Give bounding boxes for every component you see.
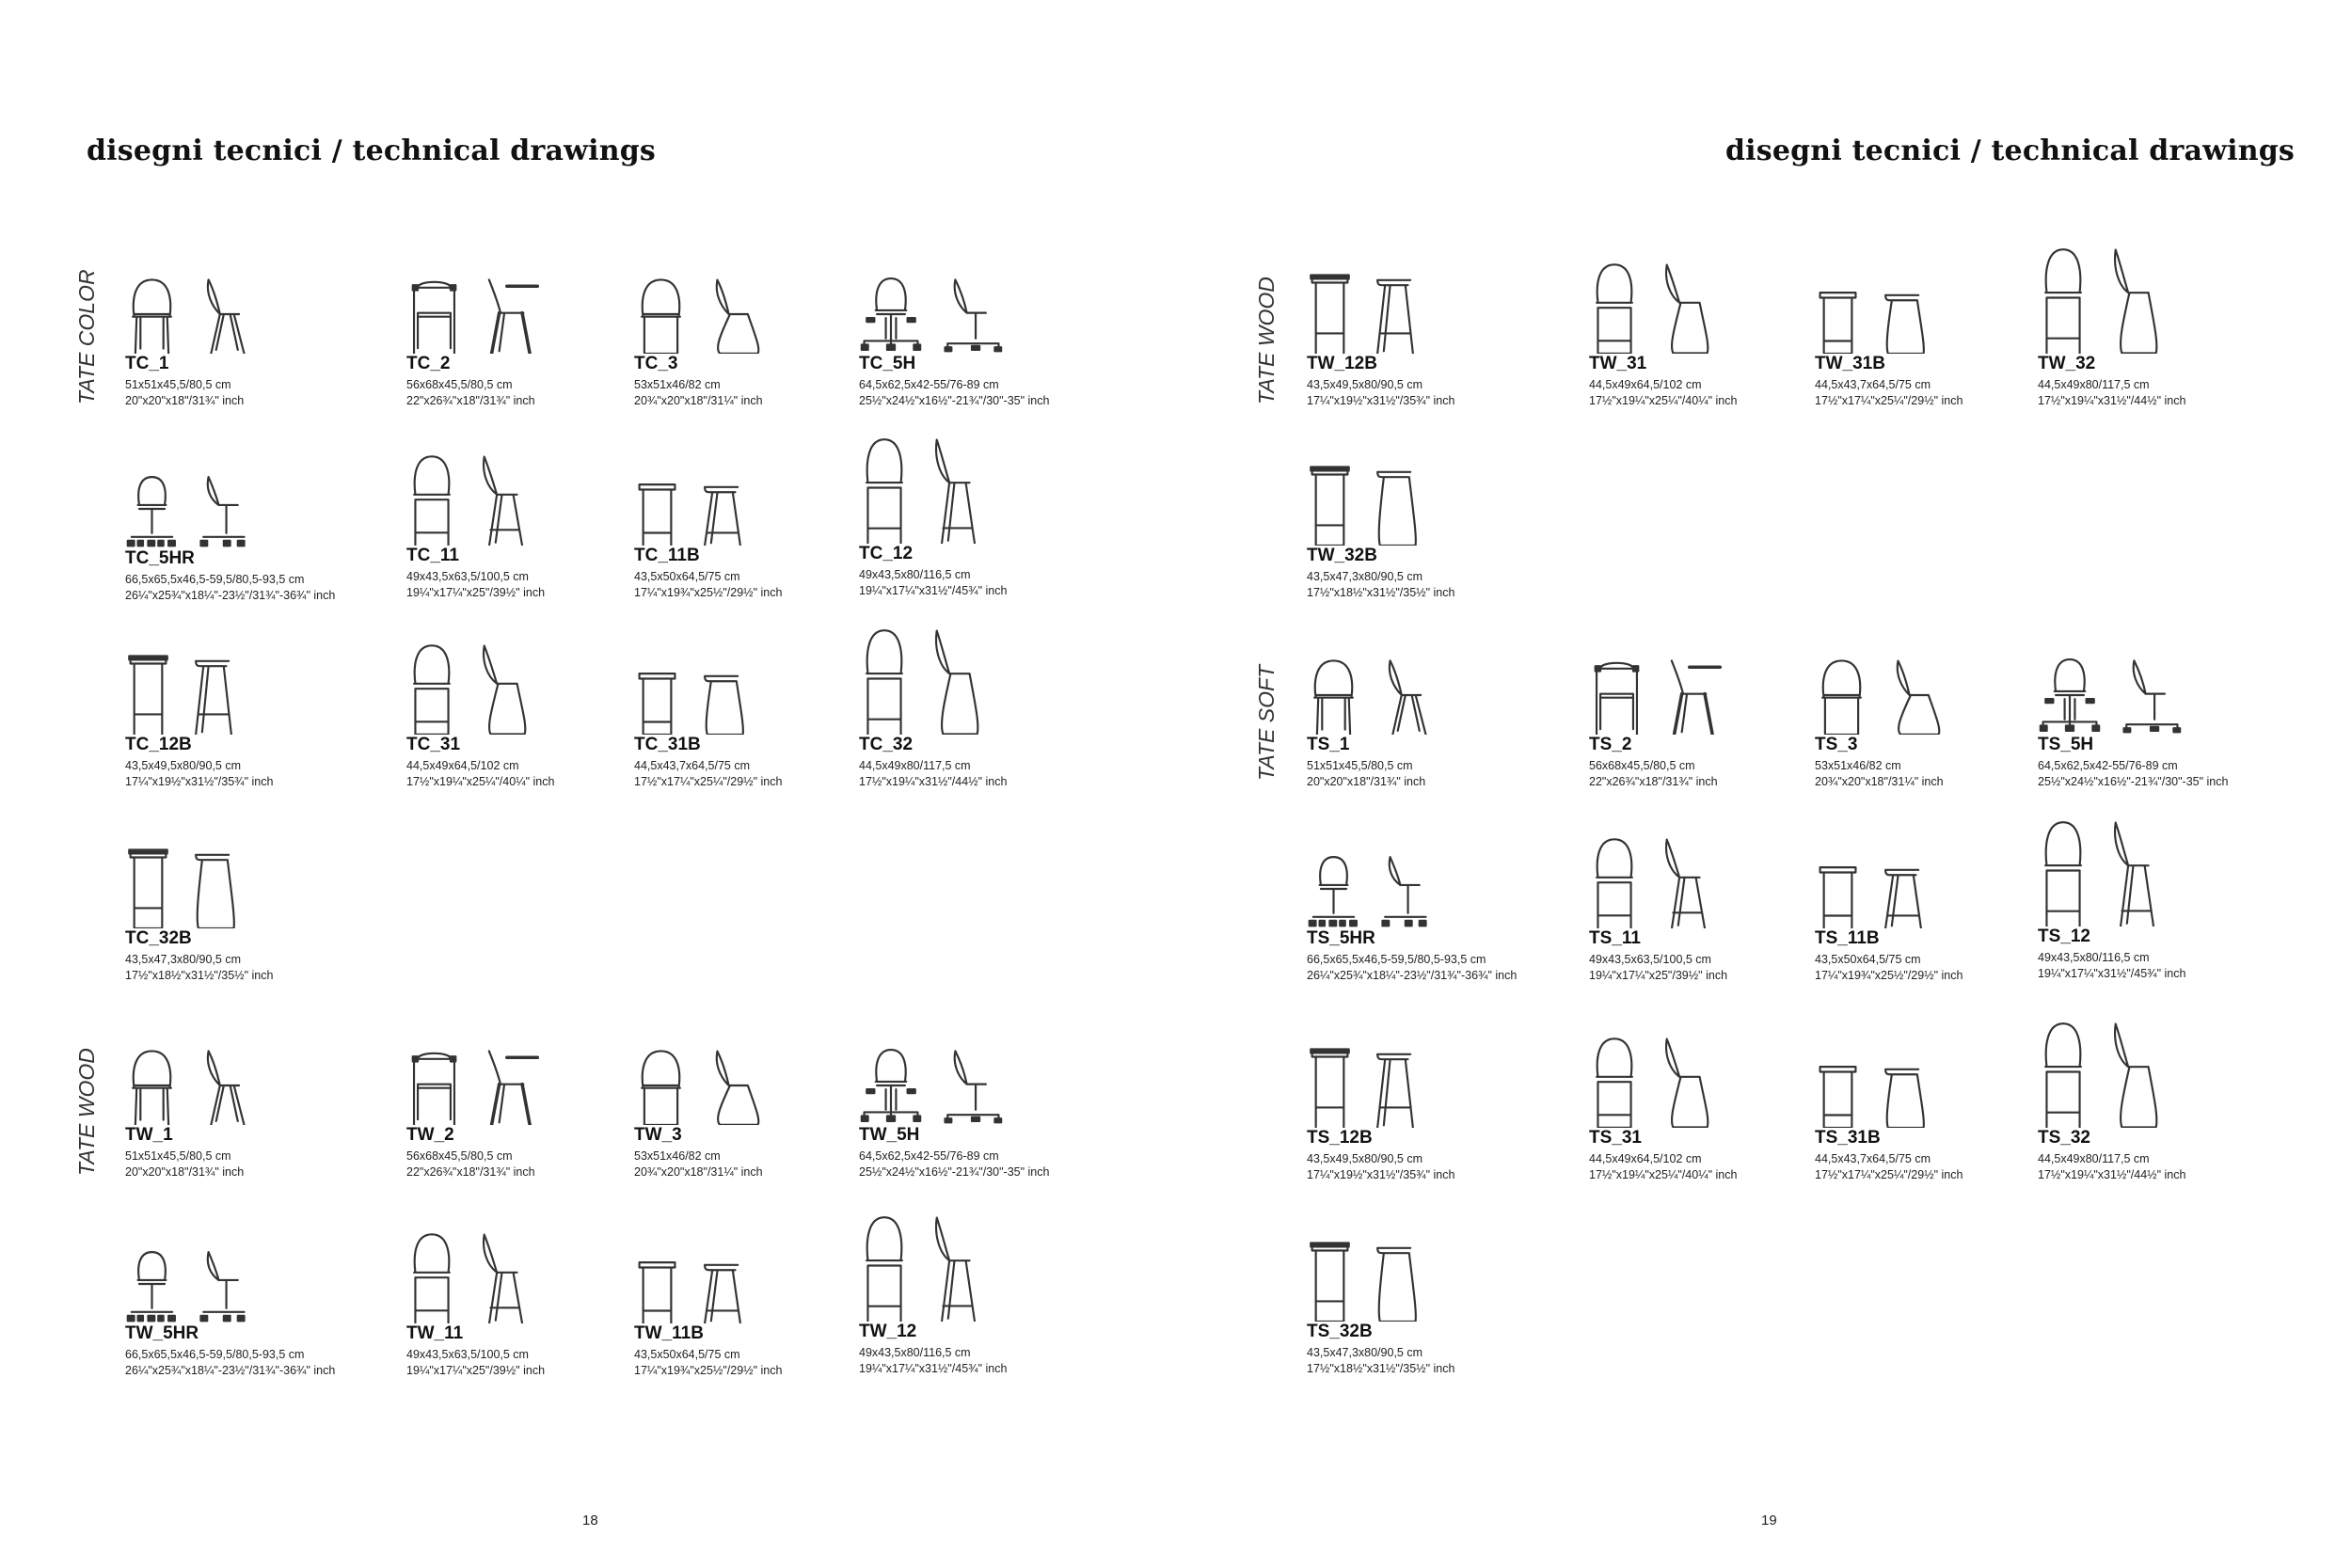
dimensions-inch: 17½"x19¼"x25¼"/40¼" inch <box>406 775 555 788</box>
dimensions-cm: 66,5x65,5x46,5-59,5/80,5-93,5 cm <box>125 573 305 586</box>
technical-drawing <box>125 845 239 928</box>
front-view-drawing <box>1589 832 1640 928</box>
front-view-drawing <box>1815 860 1861 928</box>
side-view-drawing <box>705 1046 763 1125</box>
dimensions-inch: 25½"x24½"x16½"-21¾"/30"-35" inch <box>859 394 1050 407</box>
front-view-drawing <box>125 469 179 548</box>
dimensions-inch: 20¾"x20"x18"/31¼" inch <box>634 394 763 407</box>
technical-drawing <box>1307 1044 1421 1128</box>
page-number-right: 19 <box>1761 1513 1777 1528</box>
dimensions-cm: 51x51x45,5/80,5 cm <box>125 1149 231 1163</box>
product-code: TW_1 <box>125 1125 173 1145</box>
side-view-drawing <box>1661 656 1723 735</box>
side-view-drawing <box>479 1046 540 1125</box>
side-view-drawing <box>1878 285 1929 354</box>
technical-drawing <box>125 469 249 548</box>
product-code: TS_32 <box>2038 1128 2090 1148</box>
side-view-drawing <box>196 275 249 354</box>
side-view-drawing <box>697 666 748 735</box>
technical-drawing <box>406 1046 540 1125</box>
technical-drawing <box>634 666 748 735</box>
dimensions-cm: 51x51x45,5/80,5 cm <box>125 378 231 391</box>
dimensions-cm: 43,5x49,5x80/90,5 cm <box>125 759 241 772</box>
front-view-drawing <box>1307 462 1353 546</box>
front-view-drawing <box>1307 849 1360 928</box>
front-view-drawing <box>1307 270 1353 354</box>
product-code: TC_12 <box>859 544 914 563</box>
technical-drawing <box>1307 849 1431 928</box>
front-view-drawing <box>406 275 462 354</box>
front-view-drawing <box>1307 1238 1353 1322</box>
dimensions-cm: 44,5x49x80/117,5 cm <box>2038 1152 2150 1165</box>
technical-drawing <box>859 432 982 544</box>
side-view-drawing <box>1885 656 1944 735</box>
front-view-drawing <box>859 623 910 735</box>
product-code: TC_12B <box>125 735 192 754</box>
product-code: TC_2 <box>406 354 451 373</box>
product-code: TS_31B <box>1815 1128 1881 1148</box>
technical-drawing <box>1815 285 1929 354</box>
product-code: TC_32 <box>859 735 914 754</box>
technical-drawing <box>1815 1059 1929 1128</box>
technical-drawing <box>1307 462 1421 546</box>
product-code: TW_5HR <box>125 1323 199 1343</box>
front-view-drawing <box>1307 656 1360 735</box>
dimensions-cm: 43,5x50x64,5/75 cm <box>634 570 740 583</box>
front-view-drawing <box>406 1046 462 1125</box>
product-code: TS_5HR <box>1307 928 1375 948</box>
side-view-drawing <box>1370 1044 1421 1128</box>
side-view-drawing <box>474 638 530 735</box>
front-view-drawing <box>125 845 171 928</box>
side-view-drawing <box>697 477 748 546</box>
product-code: TC_32B <box>125 928 192 948</box>
dimensions-inch: 19¼"x17¼"x31½"/45¾" inch <box>859 584 1008 597</box>
dimensions-inch: 22"x26¾"x18"/31¾" inch <box>406 394 535 407</box>
side-view-drawing <box>479 275 540 354</box>
technical-drawing <box>1307 270 1421 354</box>
dimensions-cm: 43,5x49,5x80/90,5 cm <box>1307 378 1422 391</box>
dimensions-inch: 17¼"x19¾"x25½"/29½" inch <box>1815 969 1963 982</box>
front-view-drawing <box>2038 815 2089 927</box>
technical-drawing <box>125 651 239 735</box>
dimensions-cm: 44,5x49x80/117,5 cm <box>2038 378 2150 391</box>
dimensions-inch: 17¼"x19½"x31½"/35¾" inch <box>1307 1168 1455 1181</box>
side-view-drawing <box>196 469 249 548</box>
front-view-drawing <box>859 1046 923 1125</box>
front-view-drawing <box>634 1255 680 1323</box>
side-view-drawing <box>705 275 763 354</box>
dimensions-inch: 17½"x19¼"x31½"/44½" inch <box>859 775 1008 788</box>
product-code: TC_31 <box>406 735 461 754</box>
product-code: TW_31 <box>1589 354 1647 373</box>
product-code: TW_32 <box>2038 354 2096 373</box>
side-view-drawing <box>2106 242 2161 354</box>
technical-drawing <box>1589 1031 1712 1128</box>
section-label-tate-soft: TATE SOFT <box>1254 664 1279 781</box>
dimensions-inch: 17½"x18½"x31½"/35½" inch <box>1307 1362 1455 1375</box>
side-view-drawing <box>1370 1238 1421 1322</box>
dimensions-inch: 17½"x19¼"x25¼"/40¼" inch <box>1589 1168 1738 1181</box>
front-view-drawing <box>1815 656 1868 735</box>
product-code: TW_11 <box>406 1323 464 1343</box>
technical-drawing <box>125 1046 249 1125</box>
front-view-drawing <box>634 275 688 354</box>
front-view-drawing <box>125 1244 179 1323</box>
front-view-drawing <box>1815 285 1861 354</box>
technical-drawing <box>1307 656 1431 735</box>
dimensions-cm: 44,5x49x64,5/102 cm <box>1589 378 1702 391</box>
side-view-drawing <box>2106 1016 2161 1128</box>
dimensions-inch: 19¼"x17¼"x25"/39½" inch <box>1589 969 1728 982</box>
side-view-drawing <box>196 1244 249 1323</box>
front-view-drawing <box>1589 257 1640 354</box>
dimensions-inch: 17¼"x19¾"x25½"/29½" inch <box>634 1364 783 1377</box>
dimensions-inch: 17¼"x19¾"x25½"/29½" inch <box>634 586 783 599</box>
dimensions-cm: 64,5x62,5x42-55/76-89 cm <box>859 1149 999 1163</box>
product-code: TC_11B <box>634 546 700 565</box>
product-code: TS_11B <box>1815 928 1880 948</box>
side-view-drawing <box>1377 849 1431 928</box>
technical-drawing <box>634 477 748 546</box>
technical-drawing <box>1815 860 1929 928</box>
dimensions-inch: 17½"x18½"x31½"/35½" inch <box>125 969 274 982</box>
product-code: TS_11 <box>1589 928 1641 948</box>
dimensions-inch: 19¼"x17¼"x31½"/45¾" inch <box>859 1362 1008 1375</box>
front-view-drawing <box>1815 1059 1861 1128</box>
dimensions-cm: 44,5x43,7x64,5/75 cm <box>1815 378 1931 391</box>
product-code: TC_31B <box>634 735 701 754</box>
dimensions-inch: 17½"x18½"x31½"/35½" inch <box>1307 586 1455 599</box>
section-label-tate-color: TATE COLOR <box>74 269 99 404</box>
front-view-drawing <box>125 651 171 735</box>
dimensions-cm: 49x43,5x80/116,5 cm <box>2038 951 2150 964</box>
dimensions-inch: 20"x20"x18"/31¾" inch <box>125 394 245 407</box>
side-view-drawing <box>927 1210 982 1322</box>
page-title-left: disegni tecnici / technical drawings <box>87 135 657 167</box>
dimensions-cm: 43,5x49,5x80/90,5 cm <box>1307 1152 1422 1165</box>
dimensions-inch: 19¼"x17¼"x25"/39½" inch <box>406 1364 546 1377</box>
dimensions-inch: 26¼"x25¾"x18¼"-23½"/31¾"-36¾" inch <box>1307 969 1518 982</box>
product-code: TW_12 <box>859 1322 917 1341</box>
side-view-drawing <box>1657 257 1712 354</box>
product-code: TC_5H <box>859 354 916 373</box>
technical-drawing <box>2038 656 2183 735</box>
dimensions-inch: 17½"x17¼"x25¼"/29½" inch <box>634 775 783 788</box>
side-view-drawing <box>474 449 530 546</box>
side-view-drawing <box>927 623 982 735</box>
side-view-drawing <box>927 432 982 544</box>
front-view-drawing <box>634 666 680 735</box>
product-code: TC_1 <box>125 354 169 373</box>
technical-drawing <box>406 449 530 546</box>
product-code: TS_12B <box>1307 1128 1373 1148</box>
section-label-tate-wood-left: TATE WOOD <box>74 1048 99 1176</box>
dimensions-inch: 17½"x17¼"x25¼"/29½" inch <box>1815 1168 1963 1181</box>
front-view-drawing <box>1589 1031 1640 1128</box>
front-view-drawing <box>634 477 680 546</box>
front-view-drawing <box>406 638 457 735</box>
side-view-drawing <box>1370 270 1421 354</box>
dimensions-inch: 20"x20"x18"/31¾" inch <box>125 1165 245 1179</box>
side-view-drawing <box>1657 832 1712 928</box>
technical-drawing <box>1307 1238 1421 1322</box>
dimensions-cm: 44,5x49x64,5/102 cm <box>406 759 519 772</box>
product-code: TW_31B <box>1815 354 1885 373</box>
dimensions-inch: 22"x26¾"x18"/31¾" inch <box>406 1165 535 1179</box>
product-code: TC_5HR <box>125 548 195 568</box>
technical-drawing <box>2038 242 2161 354</box>
dimensions-cm: 44,5x43,7x64,5/75 cm <box>634 759 750 772</box>
dimensions-cm: 66,5x65,5x46,5-59,5/80,5-93,5 cm <box>125 1348 305 1361</box>
product-code: TW_11B <box>634 1323 704 1343</box>
front-view-drawing <box>125 1046 179 1125</box>
dimensions-cm: 66,5x65,5x46,5-59,5/80,5-93,5 cm <box>1307 953 1486 966</box>
front-view-drawing <box>1589 656 1645 735</box>
front-view-drawing <box>2038 1016 2089 1128</box>
side-view-drawing <box>940 275 1004 354</box>
front-view-drawing <box>406 449 457 546</box>
dimensions-inch: 17½"x19¼"x25¼"/40¼" inch <box>1589 394 1738 407</box>
dimensions-inch: 20¾"x20"x18"/31¼" inch <box>634 1165 763 1179</box>
technical-drawing <box>406 638 530 735</box>
product-code: TS_12 <box>2038 927 2090 946</box>
dimensions-cm: 44,5x49x64,5/102 cm <box>1589 1152 1702 1165</box>
technical-drawing <box>406 275 540 354</box>
product-code: TS_5H <box>2038 735 2094 754</box>
front-view-drawing <box>406 1227 457 1323</box>
technical-drawing <box>406 1227 530 1323</box>
product-code: TS_3 <box>1815 735 1858 754</box>
product-code: TS_31 <box>1589 1128 1642 1148</box>
dimensions-cm: 64,5x62,5x42-55/76-89 cm <box>2038 759 2178 772</box>
dimensions-cm: 56x68x45,5/80,5 cm <box>406 378 513 391</box>
dimensions-inch: 25½"x24½"x16½"-21¾"/30"-35" inch <box>2038 775 2229 788</box>
dimensions-cm: 43,5x50x64,5/75 cm <box>1815 953 1921 966</box>
front-view-drawing <box>125 275 179 354</box>
product-code: TW_5H <box>859 1125 920 1145</box>
dimensions-inch: 20"x20"x18"/31¾" inch <box>1307 775 1426 788</box>
product-code: TW_3 <box>634 1125 682 1145</box>
product-code: TS_2 <box>1589 735 1632 754</box>
side-view-drawing <box>188 651 239 735</box>
product-code: TC_11 <box>406 546 459 565</box>
dimensions-cm: 43,5x50x64,5/75 cm <box>634 1348 740 1361</box>
dimensions-cm: 49x43,5x80/116,5 cm <box>859 1346 971 1359</box>
dimensions-cm: 43,5x47,3x80/90,5 cm <box>125 953 241 966</box>
dimensions-inch: 19¼"x17¼"x25"/39½" inch <box>406 586 546 599</box>
front-view-drawing <box>1307 1044 1353 1128</box>
technical-drawing <box>859 623 982 735</box>
side-view-drawing <box>2119 656 2183 735</box>
technical-drawing <box>634 1046 763 1125</box>
dimensions-inch: 20¾"x20"x18"/31¼" inch <box>1815 775 1944 788</box>
technical-drawing <box>125 275 249 354</box>
dimensions-cm: 44,5x43,7x64,5/75 cm <box>1815 1152 1931 1165</box>
dimensions-cm: 43,5x47,3x80/90,5 cm <box>1307 1346 1422 1359</box>
technical-drawing <box>859 275 1004 354</box>
dimensions-cm: 56x68x45,5/80,5 cm <box>1589 759 1695 772</box>
dimensions-cm: 43,5x47,3x80/90,5 cm <box>1307 570 1422 583</box>
page-number-left: 18 <box>582 1513 598 1528</box>
side-view-drawing <box>940 1046 1004 1125</box>
product-code: TW_12B <box>1307 354 1377 373</box>
dimensions-cm: 49x43,5x80/116,5 cm <box>859 568 971 581</box>
dimensions-inch: 25½"x24½"x16½"-21¾"/30"-35" inch <box>859 1165 1050 1179</box>
technical-drawing <box>859 1046 1004 1125</box>
side-view-drawing <box>1878 860 1929 928</box>
dimensions-inch: 17¼"x19½"x31½"/35¾" inch <box>1307 394 1455 407</box>
dimensions-cm: 51x51x45,5/80,5 cm <box>1307 759 1413 772</box>
side-view-drawing <box>1657 1031 1712 1128</box>
technical-drawing <box>1589 656 1723 735</box>
product-code: TS_32B <box>1307 1322 1373 1341</box>
side-view-drawing <box>188 845 239 928</box>
dimensions-cm: 49x43,5x63,5/100,5 cm <box>406 1348 529 1361</box>
product-code: TW_32B <box>1307 546 1377 565</box>
technical-drawing <box>634 1255 748 1323</box>
side-view-drawing <box>1878 1059 1929 1128</box>
dimensions-cm: 49x43,5x63,5/100,5 cm <box>406 570 529 583</box>
dimensions-inch: 17½"x19¼"x31½"/44½" inch <box>2038 1168 2186 1181</box>
side-view-drawing <box>474 1227 530 1323</box>
dimensions-cm: 53x51x46/82 cm <box>634 1149 721 1163</box>
dimensions-inch: 17¼"x19½"x31½"/35¾" inch <box>125 775 274 788</box>
technical-drawing <box>125 1244 249 1323</box>
product-code: TS_1 <box>1307 735 1350 754</box>
front-view-drawing <box>2038 242 2089 354</box>
technical-drawing <box>859 1210 982 1322</box>
side-view-drawing <box>2106 815 2161 927</box>
dimensions-inch: 26¼"x25¾"x18¼"-23½"/31¾"-36¾" inch <box>125 1364 336 1377</box>
section-label-tate-wood-right: TATE WOOD <box>1254 277 1279 404</box>
page-title-right: disegni tecnici / technical drawings <box>1724 135 2295 167</box>
technical-drawing <box>1589 257 1712 354</box>
dimensions-cm: 56x68x45,5/80,5 cm <box>406 1149 513 1163</box>
technical-drawing <box>1589 832 1712 928</box>
dimensions-inch: 17½"x17¼"x25¼"/29½" inch <box>1815 394 1963 407</box>
dimensions-inch: 26¼"x25¾"x18¼"-23½"/31¾"-36¾" inch <box>125 589 336 602</box>
dimensions-cm: 64,5x62,5x42-55/76-89 cm <box>859 378 999 391</box>
dimensions-cm: 53x51x46/82 cm <box>634 378 721 391</box>
side-view-drawing <box>1377 656 1431 735</box>
technical-drawing <box>2038 815 2161 927</box>
technical-drawing <box>2038 1016 2161 1128</box>
dimensions-cm: 49x43,5x63,5/100,5 cm <box>1589 953 1711 966</box>
front-view-drawing <box>2038 656 2102 735</box>
front-view-drawing <box>859 275 923 354</box>
technical-drawing <box>634 275 763 354</box>
dimensions-cm: 53x51x46/82 cm <box>1815 759 1901 772</box>
dimensions-cm: 44,5x49x80/117,5 cm <box>859 759 971 772</box>
product-code: TW_2 <box>406 1125 454 1145</box>
side-view-drawing <box>196 1046 249 1125</box>
side-view-drawing <box>697 1255 748 1323</box>
dimensions-inch: 22"x26¾"x18"/31¾" inch <box>1589 775 1718 788</box>
technical-drawing <box>1815 656 1944 735</box>
side-view-drawing <box>1370 462 1421 546</box>
front-view-drawing <box>634 1046 688 1125</box>
front-view-drawing <box>859 432 910 544</box>
dimensions-inch: 17½"x19¼"x31½"/44½" inch <box>2038 394 2186 407</box>
front-view-drawing <box>859 1210 910 1322</box>
dimensions-inch: 19¼"x17¼"x31½"/45¾" inch <box>2038 967 2186 980</box>
product-code: TC_3 <box>634 354 678 373</box>
